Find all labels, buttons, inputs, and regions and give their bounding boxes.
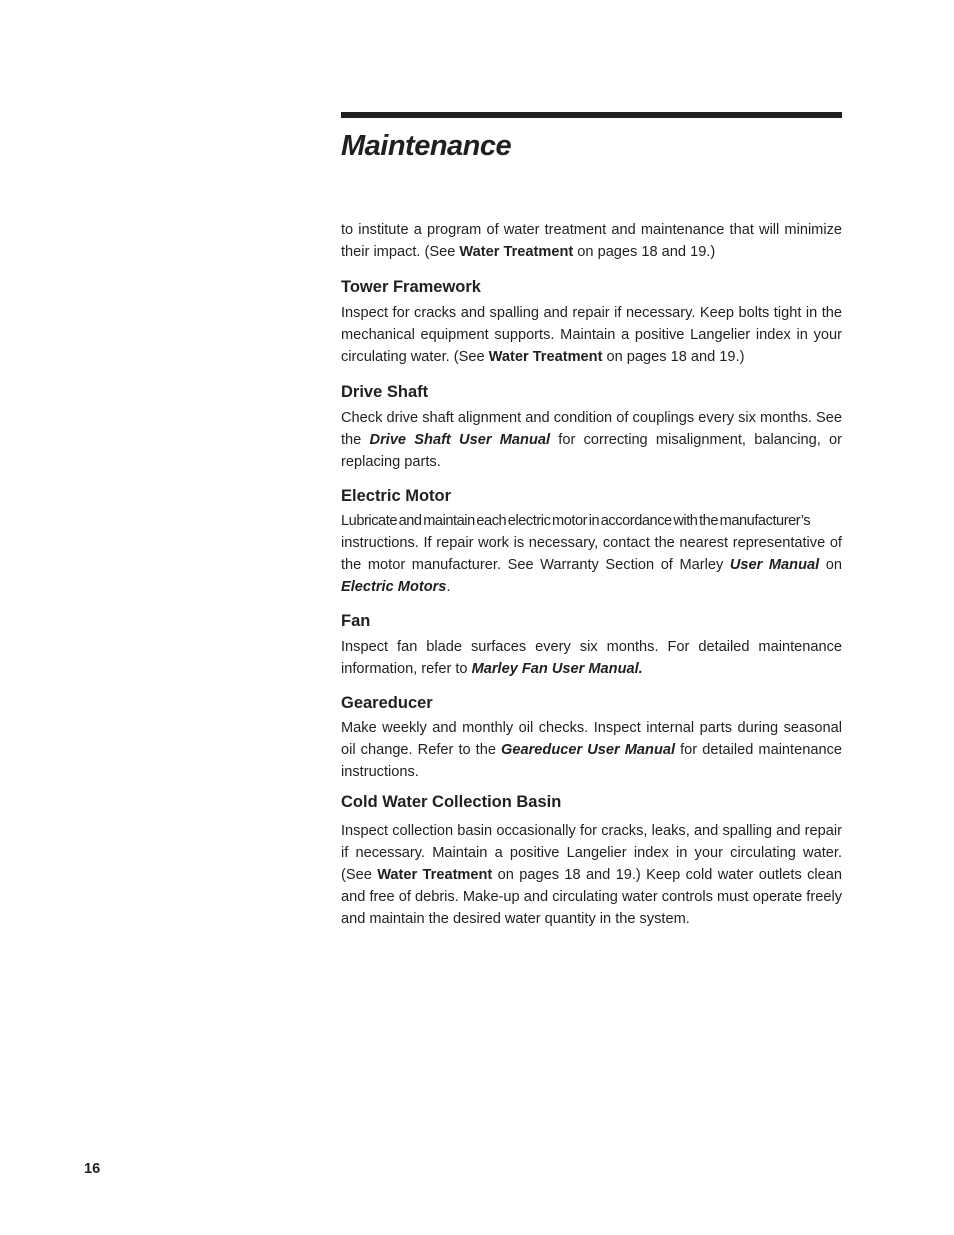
header-rule (341, 112, 842, 118)
gear-text: Make weekly and monthly oil checks. Inspect internal parts during seasonal oil change. Refer to the (341, 720, 842, 758)
page-content (341, 219, 842, 930)
drive-shaft-paragraph (341, 407, 842, 473)
motor-text: instructions. If repair work is necessary, contact the nearest representative of the motor manufacturer. See Warranty Section of Marley (341, 535, 842, 573)
cold-water-basin-heading: Cold Water Collection Basin (341, 793, 562, 811)
motor-text-on: on (819, 557, 842, 573)
electric-motor-paragraph (341, 510, 842, 598)
water-treatment-reference: Water Treatment (377, 867, 493, 883)
tower-framework-paragraph (341, 302, 842, 368)
cold-water-basin-paragraph (341, 820, 842, 930)
basin-text: Inspect collection basin occasionally for cracks, leaks, and spalling and repair if necessary. Maintain a positive Langelier index in your circulating water. (See (341, 823, 842, 883)
drive-shaft-heading: Drive Shaft (341, 383, 429, 401)
fan-manual-reference: Marley Fan User Manual. (471, 661, 643, 677)
gear-text-end: for detailed maintenance instructions. (341, 742, 842, 780)
water-treatment-reference: Water Treatment (488, 349, 603, 365)
drive-text-end: for correcting misalignment, balancing, or replacing parts. (341, 432, 842, 470)
drive-shaft-manual-reference: Drive Shaft User Manual (369, 432, 551, 448)
tower-text: Inspect for cracks and spalling and repair if necessary. Keep bolts tight in the mechanical equipment supports. Maintain a positive Langelier index in your circulating water. (See (341, 305, 842, 365)
intro-paragraph (341, 219, 842, 263)
tower-framework-heading: Tower Framework (341, 278, 481, 296)
geareducer-paragraph (341, 717, 842, 783)
water-treatment-reference: Water Treatment (459, 244, 574, 260)
electric-motors-reference: Electric Motors (341, 579, 447, 595)
basin-text-end: on pages 18 and 19.) Keep cold water outlets clean and free of debris. Make-up and circulating water controls must operate freely and maintain the desired water quantity in the system. (341, 867, 842, 927)
fan-text: Inspect fan blade surfaces every six months. For detailed maintenance information, refer to (341, 639, 842, 677)
fan-heading: Fan (341, 612, 371, 630)
tower-text-end: on pages 18 and 19.) (602, 349, 745, 365)
page-title: Maintenance (341, 130, 512, 162)
drive-text: Check drive shaft alignment and condition of couplings every six months. See the (341, 410, 842, 448)
geareducer-manual-reference: Geareducer User Manual (501, 742, 676, 758)
user-manual-reference: User Manual (729, 557, 820, 573)
motor-text-end: . (446, 579, 451, 595)
page-number: 16 (84, 1161, 101, 1177)
motor-text-first-line: Lubricate and maintain each electric motor in accordance with the manufacturer’s (341, 513, 811, 529)
electric-motor-heading: Electric Motor (341, 487, 452, 505)
intro-text: to institute a program of water treatment and maintenance that will minimize their impact. (See (341, 222, 842, 260)
geareducer-heading: Geareducer (341, 694, 433, 712)
intro-text-end: on pages 18 and 19.) (573, 244, 716, 260)
fan-paragraph (341, 636, 842, 680)
